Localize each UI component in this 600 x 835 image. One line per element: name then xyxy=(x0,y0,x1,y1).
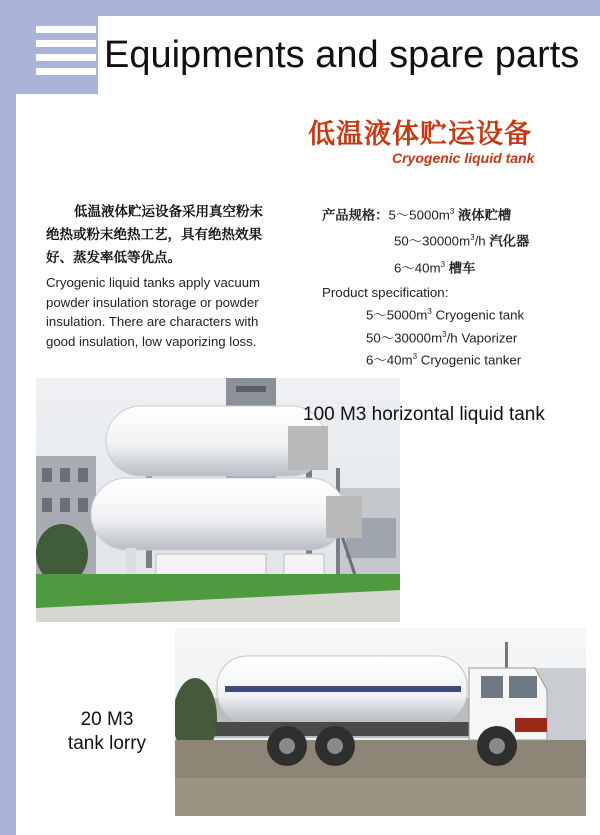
description-zh-line: 低温液体贮运设备采用真空粉末 xyxy=(74,204,263,219)
page-title: Equipments and spare parts xyxy=(104,34,580,76)
corner-stripe xyxy=(36,40,96,47)
spec-name: Vaporizer xyxy=(457,330,518,346)
spec-unit-suffix: /h xyxy=(474,233,486,249)
left-frame-bar xyxy=(0,0,16,835)
description-en-line: powder insulation storage or powder xyxy=(46,294,259,310)
description-zh-line: 绝热或粉末绝热工艺，具有绝热效果 xyxy=(46,227,262,242)
spec-name: Cryogenic tank xyxy=(431,307,525,323)
spec-unit-superscript: 3 xyxy=(440,259,446,269)
spec-unit-superscript: 3 xyxy=(427,307,432,317)
spec-name: 汽化器 xyxy=(485,233,530,249)
horizontal-tank-caption: 100 M3 horizontal liquid tank xyxy=(303,404,545,425)
spec-unit-suffix: /h xyxy=(446,330,458,346)
spec-zh-row xyxy=(322,226,584,252)
spec-en-row xyxy=(322,347,584,369)
tank-lorry-caption xyxy=(52,708,162,756)
spec-name: Cryogenic tanker xyxy=(417,352,522,368)
spec-zh-row xyxy=(322,200,584,226)
spec-unit-superscript: 3 xyxy=(412,352,418,362)
description-en-line: good insulation, low vaporizing loss. xyxy=(46,333,257,349)
corner-stripe xyxy=(36,68,96,75)
top-frame-bar xyxy=(0,0,600,16)
tank-lorry-caption-line: 20 M3 xyxy=(80,709,134,730)
spec-zh-label: 产品规格： xyxy=(322,207,389,223)
spec-zh-row xyxy=(322,253,584,279)
spec-en-row xyxy=(322,302,584,324)
corner-stripes-decoration xyxy=(16,16,98,94)
description-zh-line: 好、蒸发率低等优点。 xyxy=(46,250,181,265)
spec-name: 液体贮槽 xyxy=(454,207,512,223)
spec-range: 6～40m xyxy=(394,260,441,276)
description-en-line: insulation. There are characters with xyxy=(46,314,259,329)
corner-stripe xyxy=(36,54,96,61)
product-title-zh: 低温液体贮运设备 xyxy=(308,119,532,149)
tank-lorry-photo xyxy=(175,628,586,816)
spec-range: 5～5000m xyxy=(366,307,428,323)
spec-name: 槽车 xyxy=(445,260,476,276)
spec-range: 50～30000m xyxy=(394,233,471,249)
description-en xyxy=(46,273,306,351)
spec-range: 50～30000m xyxy=(366,330,443,346)
tank-lorry-caption-line: tank lorry xyxy=(67,733,147,754)
corner-stripe xyxy=(36,26,96,33)
description-en-line: Cryogenic liquid tanks apply vacuum xyxy=(46,275,261,290)
description-zh xyxy=(46,200,306,269)
spec-range: 5～5000m xyxy=(388,207,450,223)
spec-unit-superscript: 3 xyxy=(470,233,475,243)
specification-column xyxy=(322,200,584,370)
spec-unit-superscript: 3 xyxy=(442,329,447,339)
spec-range: 6～40m xyxy=(366,352,413,368)
spec-unit-superscript: 3 xyxy=(449,207,455,216)
spec-en-row xyxy=(322,325,584,347)
description-column xyxy=(46,200,306,351)
spec-en-label: Product specification: xyxy=(322,285,449,301)
product-title-en: Cryogenic liquid tank xyxy=(392,150,535,166)
